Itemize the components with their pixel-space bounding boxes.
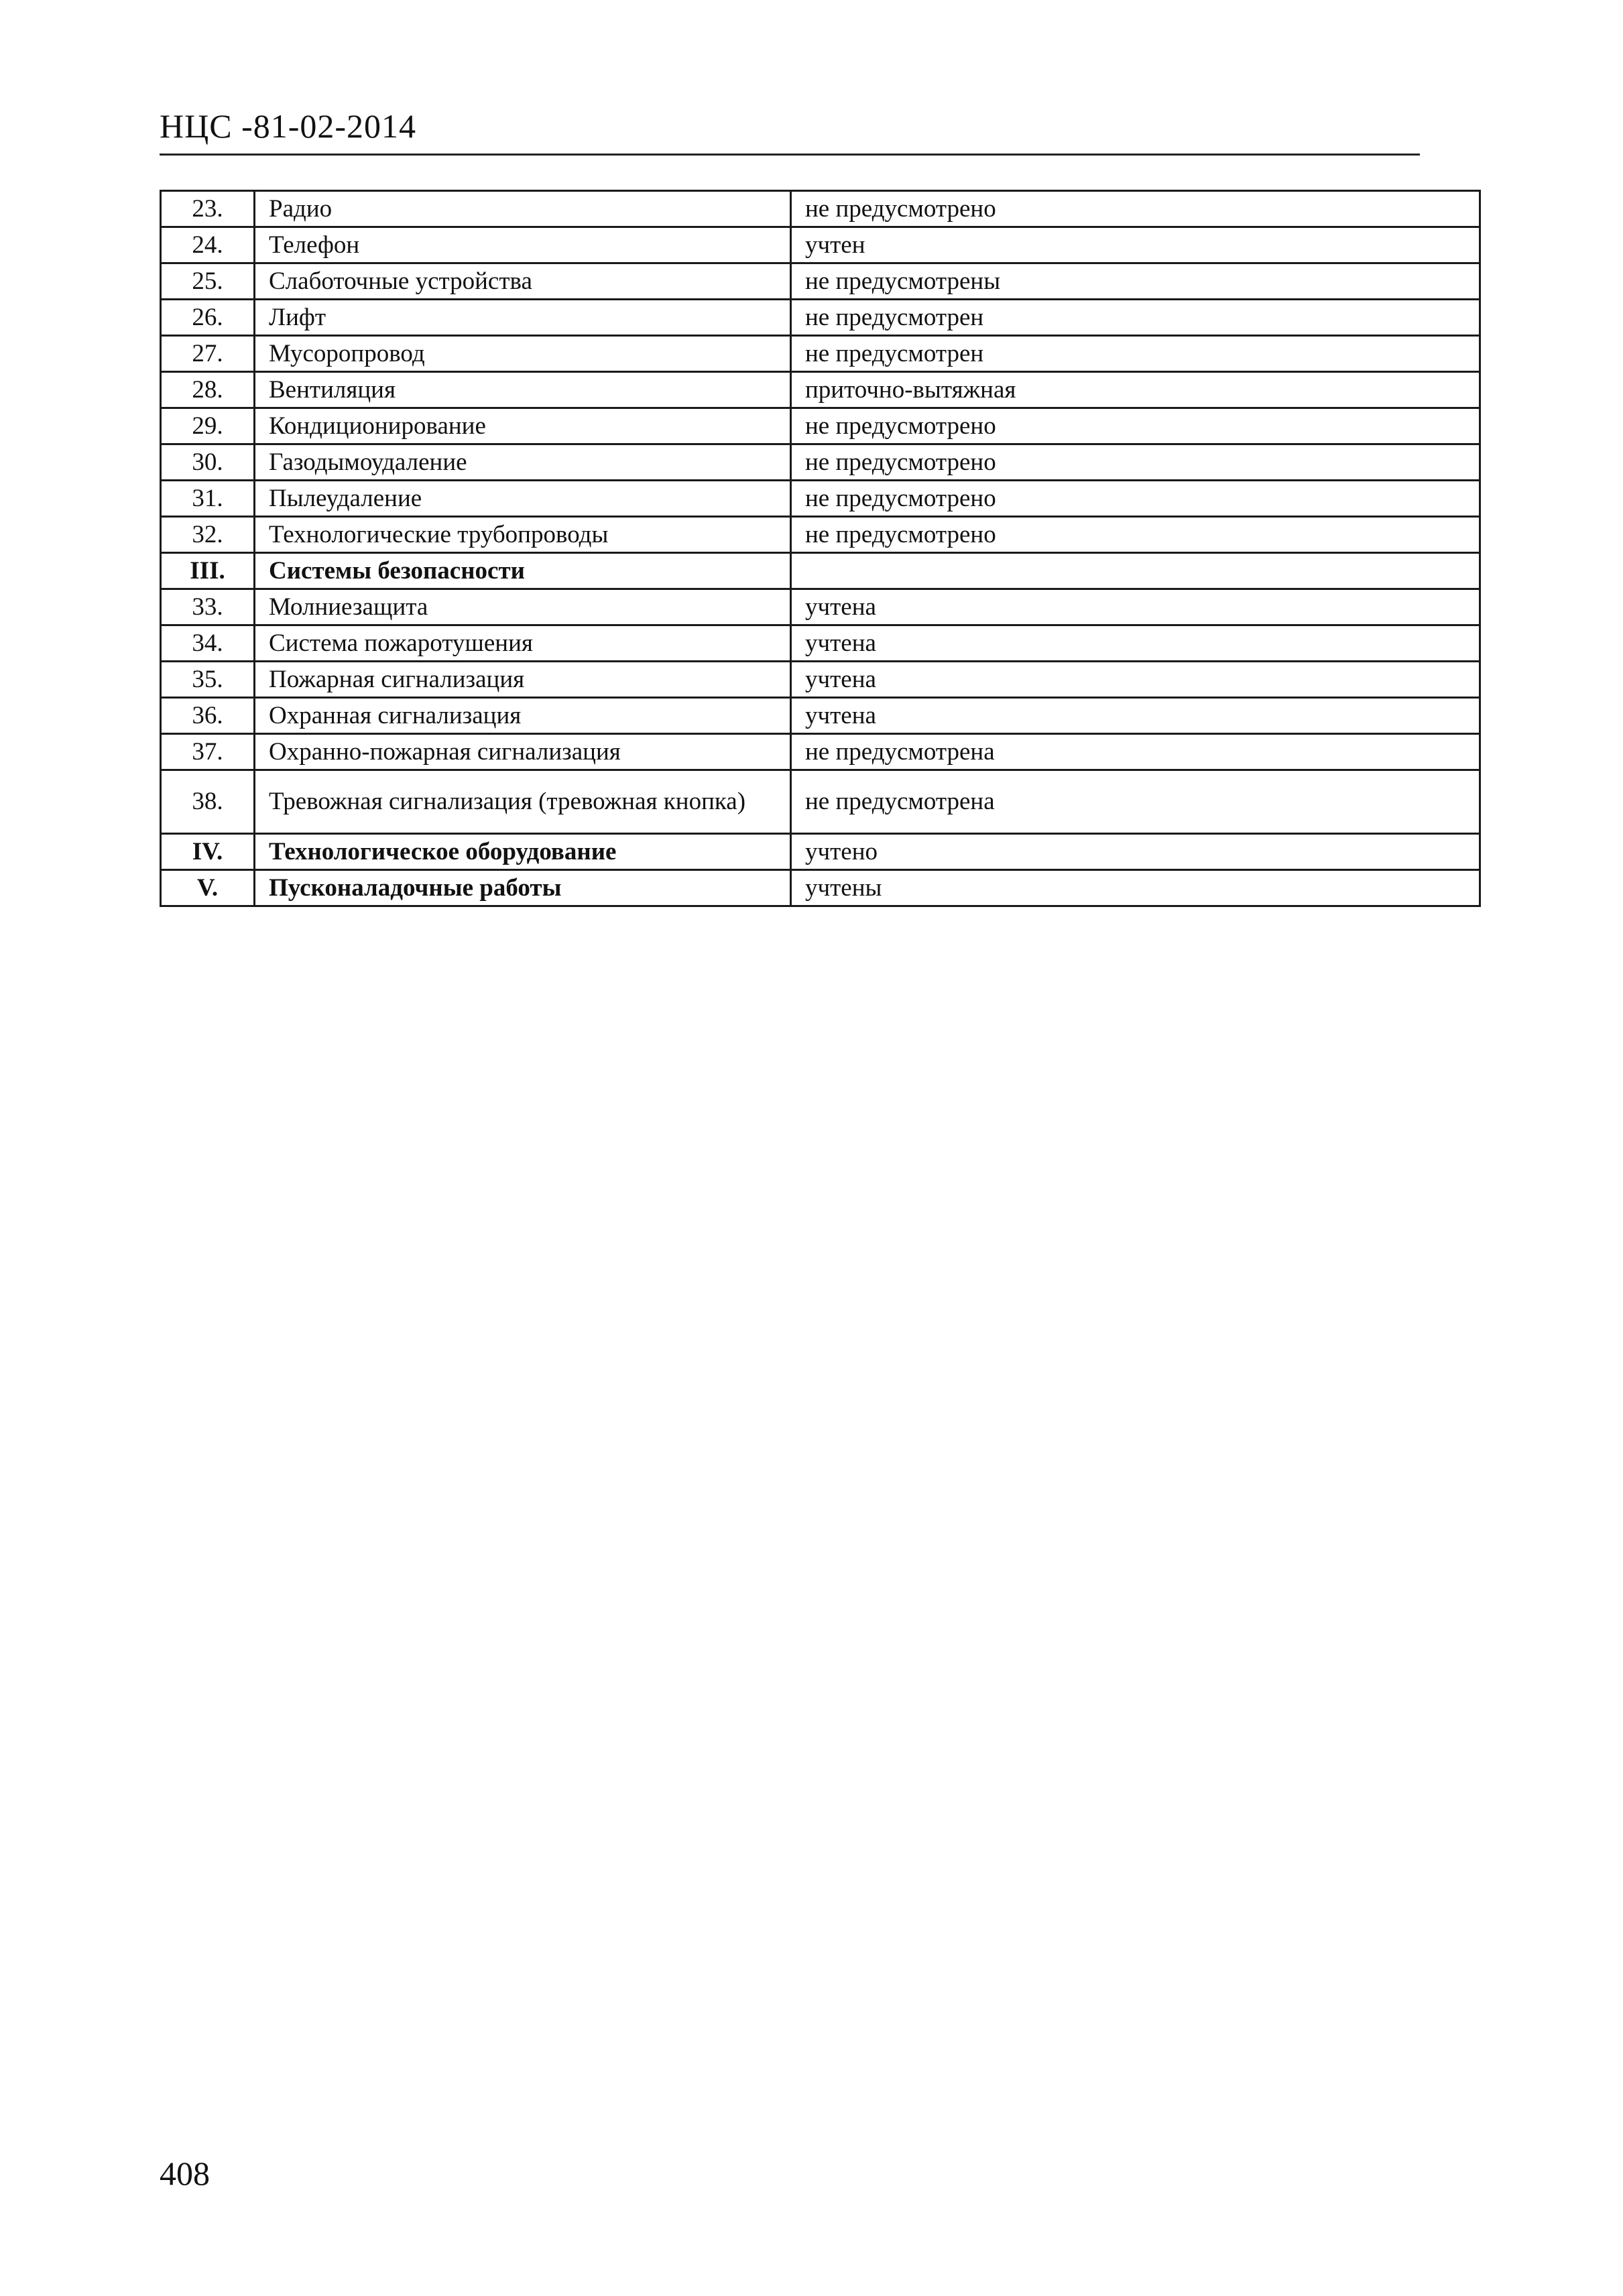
row-name: Технологические трубопроводы	[255, 517, 791, 553]
row-name: Пожарная сигнализация	[255, 662, 791, 698]
row-value: не предусмотрено	[791, 481, 1480, 517]
row-number: 26.	[161, 300, 255, 336]
page-header	[160, 106, 1420, 156]
row-number: 30.	[161, 444, 255, 481]
table-row	[161, 227, 1480, 263]
section-number: V.	[161, 870, 255, 906]
row-value: приточно-вытяжная	[791, 372, 1480, 408]
row-number: 33.	[161, 589, 255, 625]
specification-table	[160, 190, 1481, 907]
table-row	[161, 770, 1480, 834]
section-title: Технологическое оборудование	[255, 834, 791, 870]
row-name: Мусоропровод	[255, 336, 791, 372]
row-name: Газодымоудаление	[255, 444, 791, 481]
row-name: Радио	[255, 191, 791, 227]
row-name: Пылеудаление	[255, 481, 791, 517]
specification-table-body	[161, 191, 1480, 906]
row-number: 28.	[161, 372, 255, 408]
table-row	[161, 481, 1480, 517]
table-row	[161, 408, 1480, 444]
row-value: учтена	[791, 662, 1480, 698]
row-number: 27.	[161, 336, 255, 372]
section-title: Системы безопасности	[255, 553, 791, 589]
section-value	[791, 553, 1480, 589]
row-name: Охранная сигнализация	[255, 698, 791, 734]
section-row	[161, 834, 1480, 870]
section-number: IV.	[161, 834, 255, 870]
table-row	[161, 517, 1480, 553]
row-name: Телефон	[255, 227, 791, 263]
table-row	[161, 191, 1480, 227]
row-number: 23.	[161, 191, 255, 227]
row-number: 32.	[161, 517, 255, 553]
row-number: 35.	[161, 662, 255, 698]
row-value: учтена	[791, 625, 1480, 662]
row-value: не предусмотрены	[791, 263, 1480, 300]
row-value: учтена	[791, 698, 1480, 734]
section-title: Пусконаладочные работы	[255, 870, 791, 906]
row-value: учтена	[791, 589, 1480, 625]
row-value: не предусмотрена	[791, 734, 1480, 770]
row-name: Кондиционирование	[255, 408, 791, 444]
row-name: Молниезащита	[255, 589, 791, 625]
table-row	[161, 372, 1480, 408]
row-number: 31.	[161, 481, 255, 517]
row-number: 36.	[161, 698, 255, 734]
row-number: 38.	[161, 770, 255, 834]
row-value: не предусмотрена	[791, 770, 1480, 834]
table-row	[161, 589, 1480, 625]
row-name: Охранно-пожарная сигнализация	[255, 734, 791, 770]
row-number: 34.	[161, 625, 255, 662]
row-value: не предусмотрено	[791, 444, 1480, 481]
section-value: учтено	[791, 834, 1480, 870]
table-row	[161, 734, 1480, 770]
document-code: НЦС -81-02-2014	[160, 107, 417, 145]
section-number: III.	[161, 553, 255, 589]
section-row	[161, 553, 1480, 589]
row-value: не предусмотрено	[791, 408, 1480, 444]
row-number: 37.	[161, 734, 255, 770]
row-name: Слаботочные устройства	[255, 263, 791, 300]
row-number: 29.	[161, 408, 255, 444]
row-value: не предусмотрено	[791, 191, 1480, 227]
row-value: не предусмотрен	[791, 336, 1480, 372]
row-value: учтен	[791, 227, 1480, 263]
table-row	[161, 300, 1480, 336]
row-value: не предусмотрено	[791, 517, 1480, 553]
section-row	[161, 870, 1480, 906]
row-number: 24.	[161, 227, 255, 263]
table-row	[161, 662, 1480, 698]
section-value: учтены	[791, 870, 1480, 906]
table-row	[161, 336, 1480, 372]
table-row	[161, 263, 1480, 300]
row-name: Лифт	[255, 300, 791, 336]
page-number: 408	[160, 2155, 210, 2192]
row-number: 25.	[161, 263, 255, 300]
row-name: Система пожаротушения	[255, 625, 791, 662]
table-row	[161, 698, 1480, 734]
row-name: Вентиляция	[255, 372, 791, 408]
table-row	[161, 625, 1480, 662]
row-name: Тревожная сигнализация (тревожная кнопка)	[255, 770, 791, 834]
table-row	[161, 444, 1480, 481]
row-value: не предусмотрен	[791, 300, 1480, 336]
